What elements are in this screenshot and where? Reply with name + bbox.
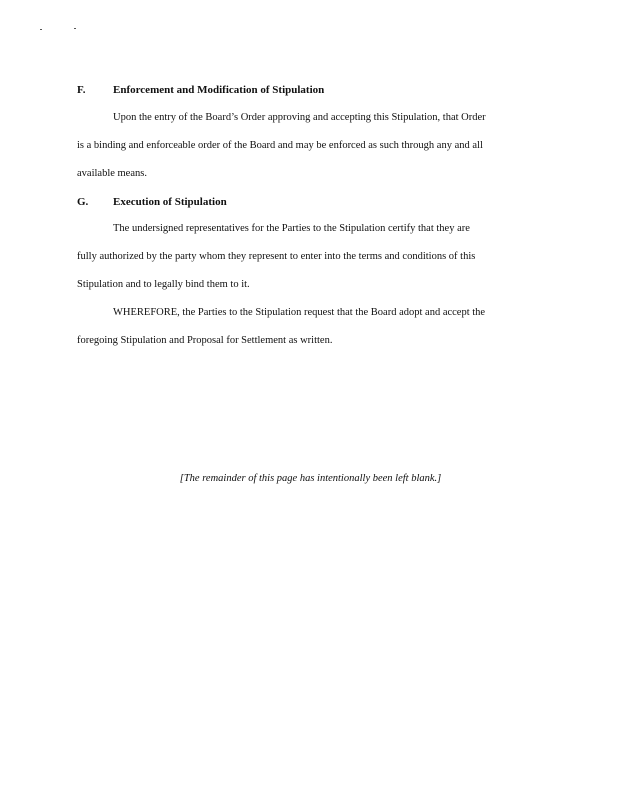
section-f-line-3: available means.	[77, 168, 147, 179]
scan-speck	[74, 28, 76, 29]
section-f-line-1: Upon the entry of the Board’s Order approving and accepting this Stipulation, that Order	[113, 112, 486, 123]
section-g-line-3: Stipulation and to legally bind them to it.	[77, 279, 250, 290]
section-f-title: Enforcement and Modification of Stipulation	[113, 84, 325, 96]
section-g-letter: G.	[77, 196, 89, 208]
section-f-letter: F.	[77, 84, 86, 96]
section-f-line-2: is a binding and enforceable order of the Board and may be enforced as such through any and all	[77, 140, 483, 151]
section-g-line-1: The undersigned representatives for the Parties to the Stipulation certify that they are	[113, 223, 470, 234]
wherefore-line-1: WHEREFORE, the Parties to the Stipulation request that the Board adopt and accept the	[113, 307, 486, 318]
section-g-heading	[77, 195, 227, 209]
wherefore-line-2: foregoing Stipulation and Proposal for Settlement as written.	[77, 335, 333, 346]
scan-speck	[40, 29, 42, 30]
section-g-title: Execution of Stipulation	[113, 196, 227, 208]
section-f-heading	[77, 83, 324, 97]
blank-page-note: [The remainder of this page has intentionally been left blank.]	[179, 473, 442, 484]
section-g-line-2: fully authorized by the party whom they represent to enter into the terms and conditions of this	[77, 251, 476, 262]
